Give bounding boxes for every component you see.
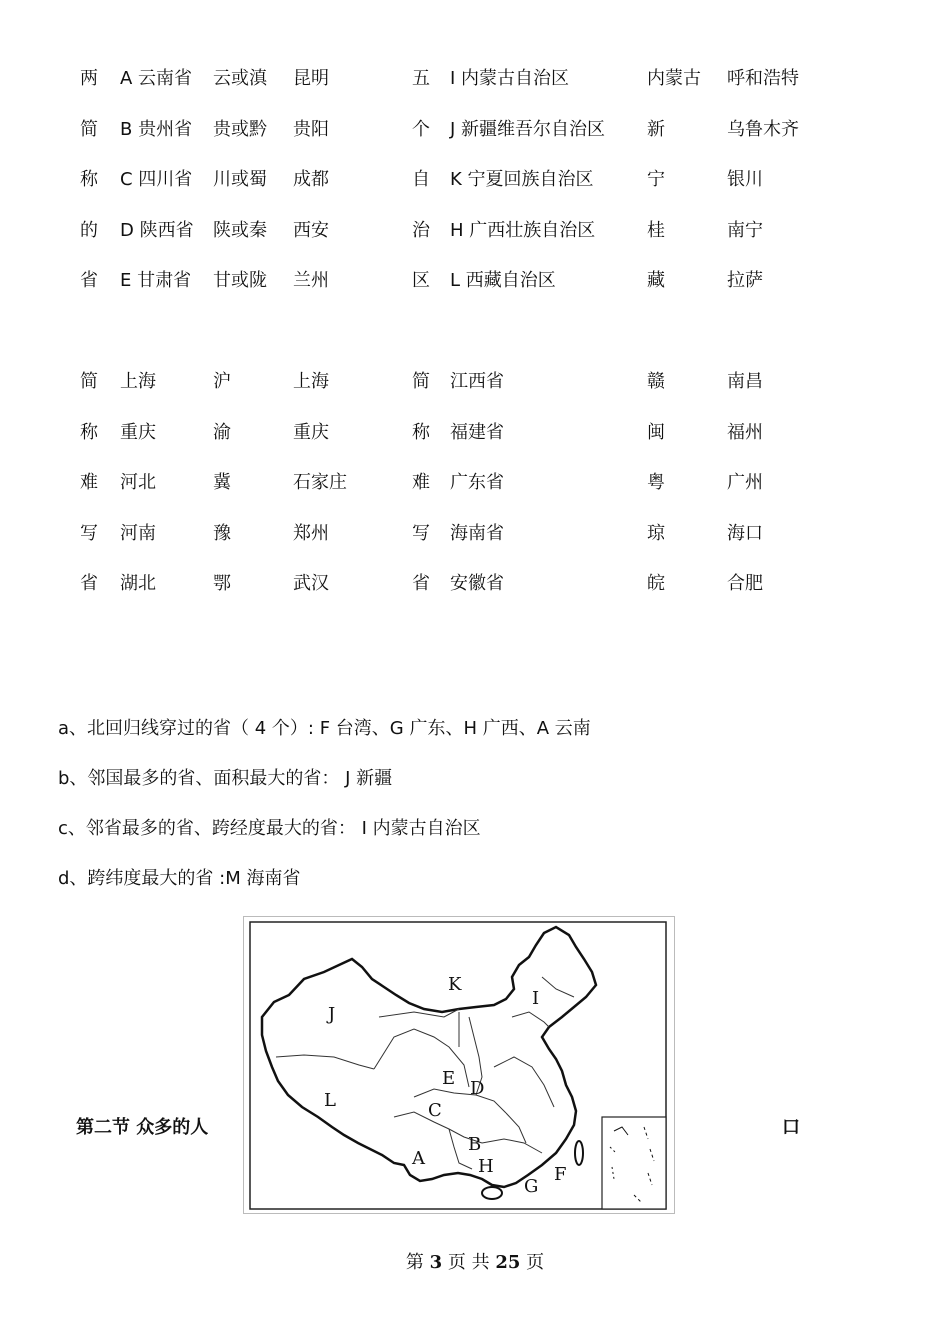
map-province-label: G [524, 1176, 539, 1197]
side-label-left: 两 [80, 68, 98, 89]
side-label-right: 治 [412, 220, 430, 241]
table-cell: 甘或陇 [213, 270, 267, 291]
table-cell: I 内蒙古自治区 [450, 68, 570, 89]
map-province-label: B [468, 1134, 482, 1155]
table-cell: A 云南省 [120, 68, 193, 89]
table-cell: 赣 [647, 371, 665, 392]
table-cell: L 西藏自治区 [450, 270, 556, 291]
table-cell: 川或蜀 [213, 169, 267, 190]
table-cell: 湖北 [120, 573, 156, 594]
map-province-label: A [412, 1148, 425, 1169]
table-cell: 南昌 [727, 371, 763, 392]
fact-a: a、北回归线穿过的省（ 4 个）: F 台湾、G 广东、H 广西、A 云南 [58, 718, 591, 739]
fact-d: d、跨纬度最大的省 :M 海南省 [58, 868, 301, 889]
table-cell: C 四川省 [120, 169, 193, 190]
side-label-right: 自 [412, 169, 430, 190]
table-cell: 河南 [120, 523, 156, 544]
footer-total-pages: 25 [495, 1252, 521, 1273]
table-cell: K 宁夏回族自治区 [450, 169, 594, 190]
table-cell: 云或滇 [213, 68, 267, 89]
table-cell: 安徽省 [450, 573, 504, 594]
side-label-right: 省 [412, 573, 430, 594]
fact-b: b、邻国最多的省、面积最大的省： J 新疆 [58, 768, 393, 789]
table-cell: 冀 [213, 472, 231, 493]
table-cell: 西安 [293, 220, 329, 241]
map-province-label: F [554, 1164, 567, 1185]
table-cell: 重庆 [120, 422, 156, 443]
table-cell: D 陕西省 [120, 220, 194, 241]
side-label-left: 称 [80, 422, 98, 443]
china-outline [262, 927, 596, 1187]
table-cell: 新 [647, 119, 665, 140]
table-cell: 藏 [647, 270, 665, 291]
side-label-right: 称 [412, 422, 430, 443]
table-cell: 石家庄 [293, 472, 347, 493]
table-cell: J 新疆维吾尔自治区 [450, 119, 606, 140]
table-cell: 粤 [647, 472, 665, 493]
side-label-right: 写 [412, 523, 430, 544]
footer-page-number: 3 [429, 1252, 443, 1273]
side-label-left: 称 [80, 169, 98, 190]
page-footer [0, 1248, 950, 1274]
side-label-right: 个 [412, 119, 430, 140]
table-cell: B 贵州省 [120, 119, 193, 140]
table-cell: 豫 [213, 523, 231, 544]
table-cell: 江西省 [450, 371, 504, 392]
table-cell: 银川 [727, 169, 763, 190]
footer-prefix: 第 [405, 1252, 424, 1273]
table-cell: 广东省 [450, 472, 504, 493]
table-cell: 郑州 [293, 523, 329, 544]
table-cell: H 广西壮族自治区 [450, 220, 596, 241]
table-cell: 上海 [120, 371, 156, 392]
map-province-label: E [442, 1068, 456, 1089]
table-cell: 拉萨 [727, 270, 763, 291]
table-cell: 沪 [213, 371, 231, 392]
table-cell: 合肥 [727, 573, 763, 594]
table-cell: 内蒙古 [647, 68, 701, 89]
table-cell: 武汉 [293, 573, 329, 594]
table-cell: 河北 [120, 472, 156, 493]
table-cell: 陕或秦 [213, 220, 267, 241]
table-cell: 皖 [647, 573, 665, 594]
side-label-left: 简 [80, 119, 98, 140]
section-title-right: 口 [782, 1117, 800, 1138]
table-cell: 宁 [647, 169, 665, 190]
table-cell: 重庆 [293, 422, 329, 443]
table-cell: 福建省 [450, 422, 504, 443]
side-label-left: 难 [80, 472, 98, 493]
table-cell: 上海 [293, 371, 329, 392]
map-province-label: L [324, 1090, 336, 1111]
china-province-map [243, 916, 675, 1214]
table-cell: E 甘肃省 [120, 270, 192, 291]
map-province-label: H [478, 1156, 494, 1177]
side-label-left: 省 [80, 573, 98, 594]
map-province-label: J [328, 1004, 336, 1025]
table-cell: 渝 [213, 422, 231, 443]
side-label-left: 简 [80, 371, 98, 392]
table-cell: 南宁 [727, 220, 763, 241]
side-label-right: 难 [412, 472, 430, 493]
table-cell: 广州 [727, 472, 763, 493]
section-title-left: 第二节 众多的人 [76, 1117, 209, 1138]
table-cell: 海口 [727, 523, 763, 544]
side-label-left: 写 [80, 523, 98, 544]
table-cell: 贵或黔 [213, 119, 267, 140]
map-province-label: C [428, 1100, 442, 1121]
side-label-left: 省 [80, 270, 98, 291]
table-cell: 呼和浩特 [727, 68, 799, 89]
fact-c: c、邻省最多的省、跨经度最大的省： I 内蒙古自治区 [58, 818, 481, 839]
table-cell: 成都 [293, 169, 329, 190]
table-cell: 闽 [647, 422, 665, 443]
table-cell: 兰州 [293, 270, 329, 291]
table-cell: 乌鲁木齐 [727, 119, 799, 140]
side-label-right: 五 [412, 68, 430, 89]
side-label-right: 区 [412, 270, 430, 291]
map-province-label: D [470, 1078, 485, 1099]
table-cell: 鄂 [213, 573, 231, 594]
footer-mid: 页 共 [447, 1252, 490, 1273]
side-label-right: 简 [412, 371, 430, 392]
table-cell: 桂 [647, 220, 665, 241]
table-cell: 福州 [727, 422, 763, 443]
map-province-label: K [448, 974, 462, 995]
footer-suffix: 页 [526, 1252, 545, 1273]
table-cell: 琼 [647, 523, 665, 544]
map-province-label: I [532, 988, 540, 1009]
table-cell: 贵阳 [293, 119, 329, 140]
side-label-left: 的 [80, 220, 98, 241]
table-cell: 海南省 [450, 523, 504, 544]
map-svg [244, 917, 674, 1213]
table-cell: 昆明 [293, 68, 329, 89]
